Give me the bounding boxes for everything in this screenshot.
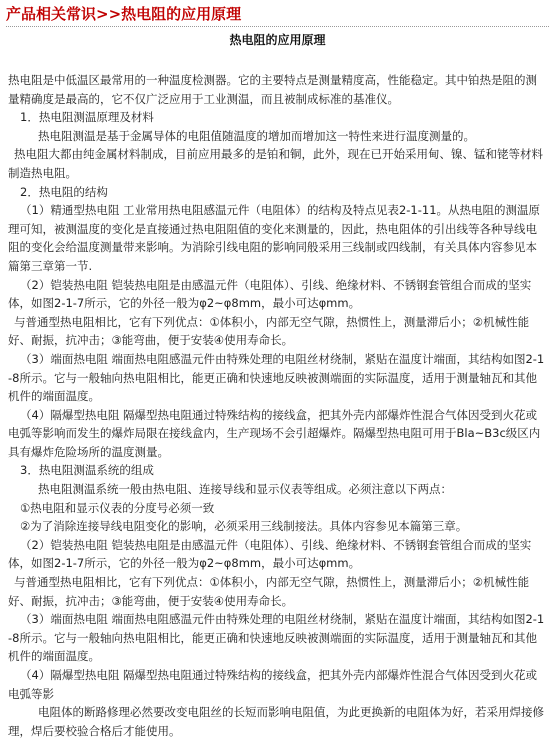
paragraph: 热电阻测温系统一般由热电阻、连接导线和显示仪表等组成。必须注意以下两点： [38,482,452,497]
paragraph: （2）铠装热电阻 铠装热电阻是由感温元件（电阻体）、引线、绝缘材料、不锈钢套管组合而成的坚实体，如图2-1-7所示，它的外径一般为φ2~φ8mm，最小可达φmm。 [8,537,532,571]
paragraph: 热电阻测温是基于金属导体的电阻值随温度的增加而增加这一特性来进行温度测量的。 [38,128,475,143]
paragraph: （3）端面热电阻 端面热电阻感温元件由特殊处理的电阻丝材绕制，紧贴在温度计端面，其结构如图2-1-8所示。它与一般轴向热电阻相比，能更正确和快速地反映被测端面的实际温度，适用于测量轴瓦和其他机件的端面温度。 [8,351,545,404]
article-body [0,71,555,740]
paragraph: （3）端面热电阻 端面热电阻感温元件由特殊处理的电阻丝材绕制，紧贴在温度计端面，其结构如图2-1-8所示。它与一般轴向热电阻相比，能更正确和快速地反映被测端面的实际温度，适用于测量轴瓦和其他机件的端面温度。 [8,612,545,664]
paragraph: ①热电阻和显示仪表的分度号必须一致 [20,500,215,515]
article-title: 热电阻的应用原理 [229,33,326,47]
paragraph: 2．热电阻的结构 [20,184,108,199]
paragraph: （2）铠装热电阻 铠装热电阻是由感温元件（电阻体）、引线、绝缘材料、不锈钢套管组合而成的坚实体，如图2-1-7所示，它的外径一般为φ2~φ8mm，最小可达φmm。 [8,277,532,311]
paragraph: 与普通型热电阻相比，它有下列优点：①体积小，内部无空气隙，热惯性上，测量滞后小；②机械性能好、耐振，抗冲击；③能弯曲，便于安装④使用寿命长。 [8,575,530,608]
paragraph: 热电阻是中低温区最常用的一种温度检测器。它的主要特点是测量精度高，性能稳定。其中铂热是阻的测量精确度是最高的，它不仅广泛应用于工业测温，而且被制成标准的基准仪。 [8,73,537,106]
paragraph: 热电阻大都由纯金属材料制成，目前应用最多的是铂和铜，此外，现在已开始采用甸、镍、锰和铑等材料制造热电阻。 [8,147,543,180]
paragraph: 1．热电阻测温原理及材料 [20,110,154,125]
paragraph: （4）隔爆型热电阻 隔爆型热电阻通过特殊结构的接线盒，把其外壳内部爆炸性混合气体因受到火花或电弧等影响而发生的爆炸局限在接线盒内，生产现场不会引超爆炸。隔爆型热电阻可用于Bla~B3c级区内具有爆炸危险场所的温度测量。 [8,407,541,459]
paragraph: （4）隔爆型热电阻 隔爆型热电阻通过特殊结构的接线盒，把其外壳内部爆炸性混合气体因受到火花或电弧等影 [8,668,537,701]
paragraph: 与普通型热电阻相比，它有下列优点：①体积小，内部无空气隙，热惯性上，测量滞后小；②机械性能好、耐振，抗冲击；③能弯曲，便于安装④使用寿命长。 [8,314,530,348]
breadcrumb[interactable]: 产品相关常识>>热电阻的应用原理 [6,5,242,23]
paragraph: 3．热电阻测温系统的组成 [20,463,154,478]
paragraph: ②为了消除连接导线电阻变化的影响，必须采用三线制接法。具体内容参见本篇第三章。 [20,519,468,534]
paragraph: （1）精通型热电阻 工业常用热电阻感温元件（电阻体）的结构及特点见表2-1-11。从热电阻的测温原理可知，被测温度的变化是直接通过热电阻阻值的变化来测量的，因此，热电阻体的引出线等各种导线电阻的变化会给温度测量带来影响。为消除引线电阻的影响同般采用三线制或四线制，有关具体内容参见本篇第三章第一节. [8,203,541,273]
paragraph: 电阻体的断路修理必然要改变电阻丝的长短而影响电阻值，为此更换新的电阻体为好，若采用焊接修理，焊后要校验合格后才能使用。 [8,705,544,738]
